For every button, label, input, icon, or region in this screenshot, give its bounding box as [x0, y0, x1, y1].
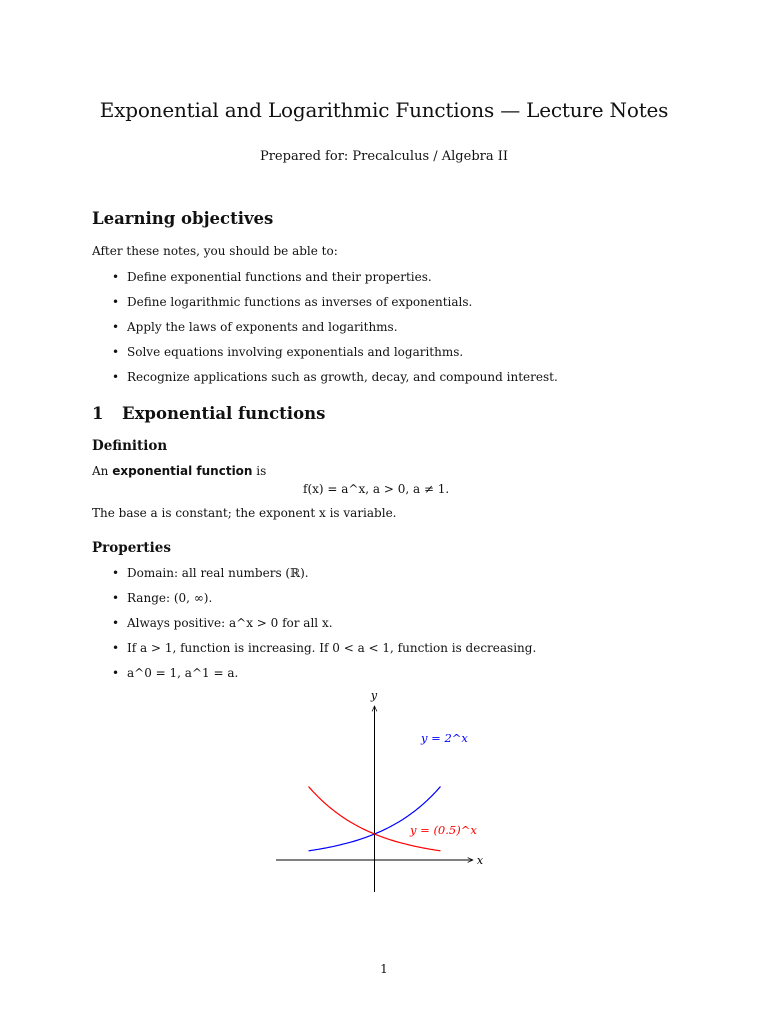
section-number: 1 [92, 404, 104, 423]
y-axis-label: y [370, 689, 378, 702]
list-item: • If a > 1, function is increasing. If 0 < a < 1, function is decreasing. [112, 641, 537, 655]
list-item: • a^0 = 1, a^1 = a. [112, 666, 239, 680]
definition-sentence: An exponential function is [92, 464, 267, 478]
bullet-icon: • [112, 345, 120, 359]
objectives-intro: After these notes, you should be able to: [92, 244, 338, 258]
bullet-icon: • [112, 370, 120, 384]
bullet-icon: • [112, 566, 120, 580]
list-item: • Domain: all real numbers (ℝ). [112, 566, 309, 580]
document-subtitle: Prepared for: Precalculus / Algebra II [259, 149, 509, 164]
list-item: • Solve equations involving exponentials and logarithms. [112, 345, 464, 359]
bullet-icon: • [112, 320, 120, 334]
curve-label-2x: y = 2^x [421, 731, 468, 745]
objectives-heading: Learning objectives [92, 209, 274, 228]
curve-label-half-x: y = (0.5)^x [410, 823, 477, 837]
list-item: • Recognize applications such as growth, decay, and compound interest. [112, 370, 558, 384]
page-number: 1 [380, 962, 388, 976]
list-item: • Apply the laws of exponents and logarithms. [112, 320, 398, 334]
bullet-icon: • [112, 270, 120, 284]
list-item: • Define logarithmic functions as inverses of exponentials. [112, 295, 473, 309]
definition-note: The base a is constant; the exponent x is variable. [92, 506, 397, 520]
bullet-icon: • [112, 641, 120, 655]
properties-heading: Properties [92, 540, 171, 556]
bullet-icon: • [112, 591, 120, 605]
x-axis-label: x [476, 854, 484, 867]
list-item: • Range: (0, ∞). [112, 591, 213, 605]
definition-formula: f(x) = a^x, a > 0, a ≠ 1. [303, 482, 450, 496]
document-title: Exponential and Logarithmic Functions — Lecture Notes [99, 98, 669, 122]
bullet-icon: • [112, 295, 120, 309]
list-item: • Always positive: a^x > 0 for all x. [112, 616, 333, 630]
bullet-icon: • [112, 666, 120, 680]
list-item: • Define exponential functions and their properties. [112, 270, 432, 284]
section-title: Exponential functions [122, 404, 326, 423]
definition-heading: Definition [92, 438, 168, 454]
bullet-icon: • [112, 616, 120, 630]
definition-term: exponential function [112, 464, 253, 478]
